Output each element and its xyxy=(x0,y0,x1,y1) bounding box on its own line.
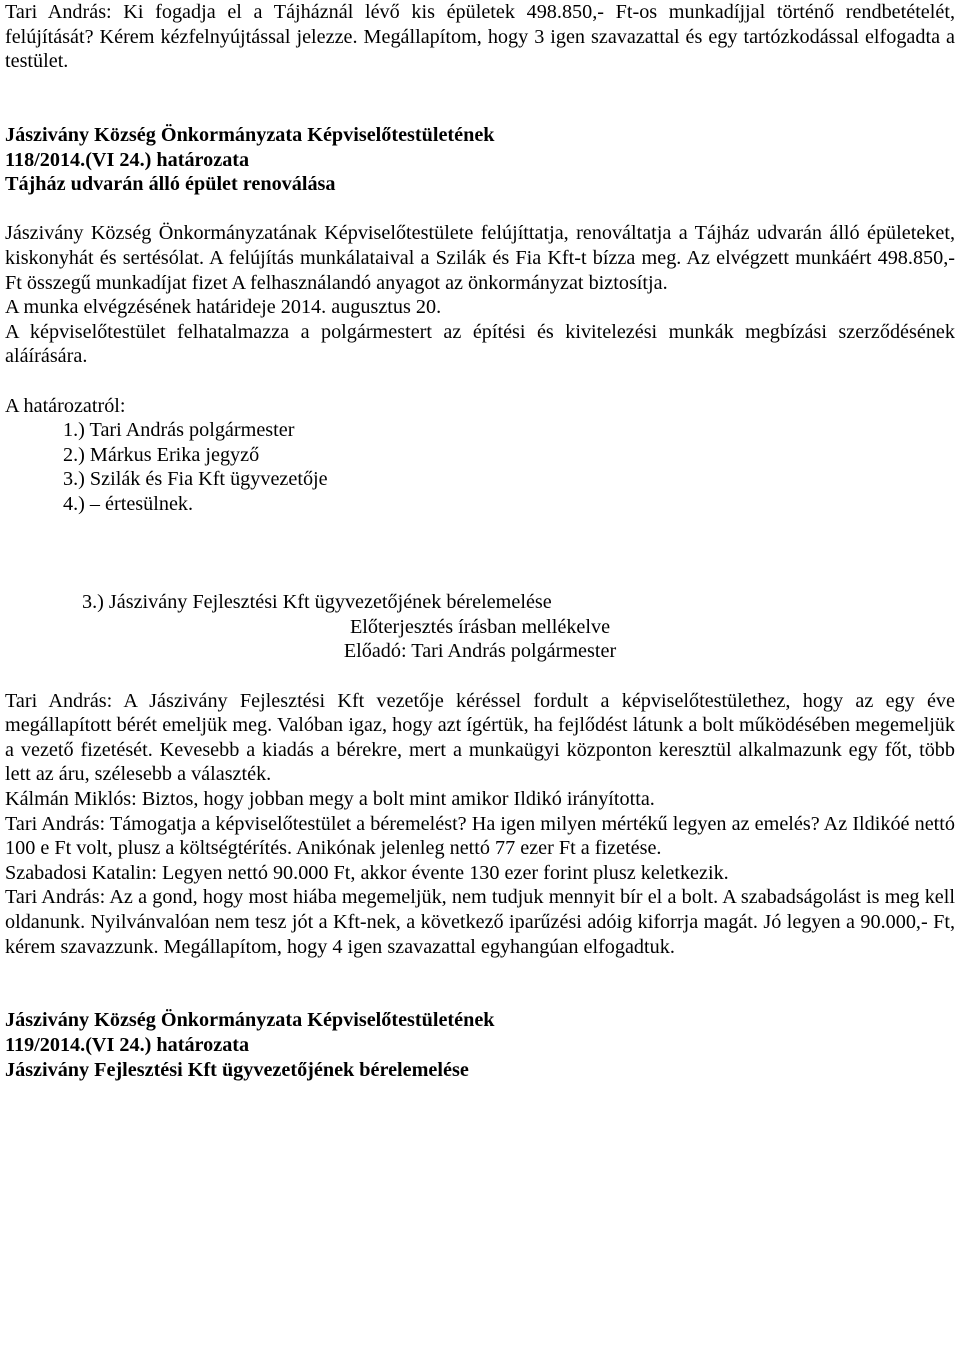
resolution-118 xyxy=(5,123,955,517)
resolution-deadline: A munka elvégzésének határideje 2014. augusztus 20. xyxy=(5,296,442,319)
resolution-text: Jászivány Község Önkormányzatának Képviselőtestülete felújíttatja, renováltatja a Tájház udvarán álló épületeket, kiskonyhát és sertésólat. A felújítás munkálataival a Szilák és Fia Kft-t bízza meg. Az elvégzett munkáért 498.850,- Ft összegű munkadíjat fizet A felhasználandó anyagot az önkormányzat biztosítja. xyxy=(5,222,955,294)
spacer xyxy=(5,516,955,590)
resolution-authorization: A képviselőtestület felhatalmazza a polgármestert az építési és kivitelezési munkák megbízási szerződésének aláírására. xyxy=(5,320,955,368)
recipients-list xyxy=(5,418,955,516)
discussion-paragraph: Kálmán Miklós: Biztos, hogy jobban megy a bolt mint amikor Ildikó irányította. xyxy=(5,788,655,811)
discussion-paragraph: Tari András: A Jászivány Fejlesztési Kft vezetője kéréssel fordult a képviselőtestülethez, hogy az egy éve megállapított bérét emeljük meg. Valóban igaz, hogy azt ígértük, ha fejlődést látunk a bolt működésében megemeljük a vezető fizetését. Kevesebb a kiadás a bérekre, mert a munkaügyi központon keresztül alkalmazunk egy főt, több lett az áru, szélesebb a választék. xyxy=(5,689,955,786)
spacer xyxy=(5,197,955,222)
resolution-number: 118/2014.(VI 24.) határozata xyxy=(5,148,250,171)
recipients-heading: A határozatról: xyxy=(5,394,126,417)
recipient-item: 3.) Szilák és Fia Kft ügyvezetője xyxy=(63,468,328,491)
spacer xyxy=(5,959,955,1008)
resolution-119 xyxy=(5,1008,955,1082)
resolution-body-name: Jászivány Község Önkormányzata Képviselőtestületének xyxy=(5,123,495,146)
recipient-item: 2.) Márkus Erika jegyző xyxy=(63,443,260,466)
resolution-subject: Tájház udvarán álló épület renoválása xyxy=(5,173,336,196)
spacer xyxy=(5,74,955,123)
resolution-subject: Jászivány Fejlesztési Kft ügyvezetőjének bérelemelése xyxy=(5,1058,469,1081)
discussion-paragraph: Tari András: Az a gond, hogy most hiába megemeljük, nem tudjuk mennyit bír el a bolt. A szabadságolást is meg kell oldanunk. Nyilvánvalóan nem tesz jót a Kft-nek, a következő iparűzési adóig kiforrja magát. Jó legyen a 90.000,- Ft, kérem szavazzunk. Megállapítom, hogy 4 igen szavazattal egyhangúan elfogadtuk. xyxy=(5,886,955,958)
agenda-item-submission: Előterjesztés írásban mellékelve xyxy=(349,615,611,638)
agenda-item xyxy=(5,590,955,664)
resolution-number: 119/2014.(VI 24.) határozata xyxy=(5,1033,250,1056)
recipient-item: 1.) Tari András polgármester xyxy=(63,419,295,442)
discussion-paragraph: Szabadosi Katalin: Legyen nettó 90.000 Ft, akkor évente 130 ezer forint plusz keletkezik. xyxy=(5,861,729,884)
agenda-item-title: 3.) Jászivány Fejlesztési Kft ügyvezetőjének bérelemelése xyxy=(82,591,552,614)
spacer xyxy=(5,369,955,394)
intro-paragraph: Tari András: Ki fogadja el a Tájháznál lévő kis épületek 498.850,- Ft-os munkadíjjal történő rendbetételét, felújítását? Kérem kézfelnyújtással jelezze. Megállapítom, hogy 3 igen szavazattal és egy tartózkodással elfogadta a testület. xyxy=(5,1,955,73)
spacer xyxy=(5,664,955,689)
recipient-item: 4.) – értesülnek. xyxy=(63,492,194,515)
discussion xyxy=(5,689,955,960)
resolution-body-name: Jászivány Község Önkormányzata Képviselőtestületének xyxy=(5,1009,495,1032)
agenda-item-presenter: Előadó: Tari András polgármester xyxy=(343,640,617,663)
discussion-paragraph: Tari András: Támogatja a képviselőtestület a béremelést? Ha igen milyen mértékű legyen az emelés? Az Ildikóé nettó 100 e Ft volt, plusz a költségtérítés. Anikónak jelenleg nettó 77 ezer Ft a fizetése. xyxy=(5,812,955,860)
